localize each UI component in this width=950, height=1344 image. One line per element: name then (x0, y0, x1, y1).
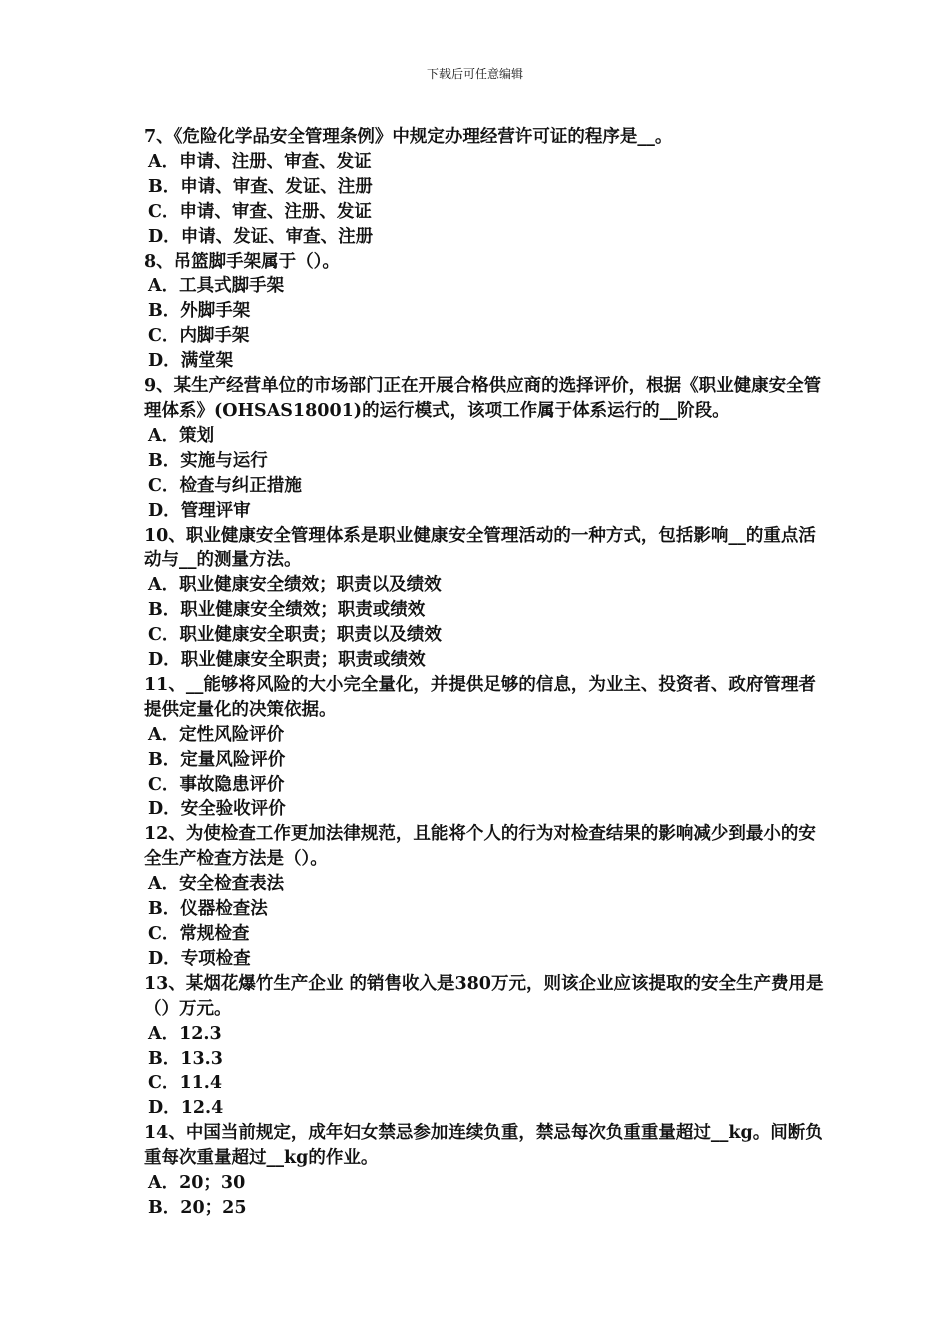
option-b (144, 897, 824, 922)
option-d (144, 225, 824, 250)
option-letter: A． (148, 575, 180, 596)
option-letter: B． (148, 1197, 181, 1218)
question-text: 7、《危险化学品安全管理条例》中规定办理经营许可证的程序是__。 (144, 127, 673, 147)
option-text: 职业健康安全绩效；职责以及绩效 (179, 575, 442, 596)
option-letter: C． (148, 1073, 180, 1094)
option-letter: D． (148, 351, 181, 372)
option-letter: C． (148, 201, 180, 222)
question-9 (144, 374, 824, 523)
option-text: 检查与纠正措施 (179, 475, 302, 496)
option-b (144, 748, 824, 773)
option-letter: D． (148, 650, 181, 671)
option-c (144, 922, 824, 947)
question-text: 11、__能够将风险的大小完全量化，并提供足够的信息，为业主、投资者、政府管理者提供定量化的决策依据。 (144, 674, 816, 720)
option-letter: B． (148, 899, 181, 920)
option-text: 安全验收评价 (180, 799, 286, 820)
option-b (144, 299, 824, 324)
option-text: 管理评审 (180, 500, 251, 521)
option-letter: A． (148, 425, 180, 446)
option-a (144, 274, 824, 299)
option-text: 12.4 (180, 1098, 224, 1119)
option-text: 专项检查 (180, 948, 251, 969)
option-d (144, 648, 824, 673)
option-text: 定量风险评价 (180, 749, 286, 770)
option-letter: A． (148, 1173, 180, 1194)
question-13 (144, 972, 824, 1121)
option-letter: D． (148, 948, 181, 969)
option-text: 20；30 (179, 1173, 246, 1194)
option-text: 内脚手架 (179, 326, 250, 347)
option-letter: B． (148, 301, 181, 322)
option-d (144, 349, 824, 374)
option-text: 外脚手架 (180, 301, 251, 322)
option-text: 事故隐患评价 (179, 774, 285, 795)
option-a (144, 872, 824, 897)
question-text: 9、某生产经营单位的市场部门正在开展合格供应商的选择评价，根据《职业健康安全管理体系》(OHSAS18001)的运行模式，该项工作属于体系运行的__阶段。 (144, 376, 822, 421)
option-a (144, 723, 824, 748)
option-b (144, 598, 824, 623)
option-letter: A． (148, 151, 180, 172)
option-text: 申请、审查、发证、注册 (180, 176, 373, 197)
question-text: 14、中国当前规定，成年妇女禁忌参加连续负重，禁忌每次负重重量超过__kg。间断负重每次重量超过__kg的作业。 (144, 1123, 823, 1169)
option-b (144, 449, 824, 474)
option-text: 职业健康安全职责；职责或绩效 (180, 650, 426, 671)
option-letter: A． (148, 874, 180, 895)
question-14 (144, 1121, 824, 1221)
option-text: 实施与运行 (180, 450, 268, 471)
option-text: 12.3 (179, 1023, 222, 1044)
option-text: 常规检查 (179, 924, 250, 944)
question-10 (144, 524, 824, 673)
option-c (144, 200, 824, 225)
option-b (144, 1196, 824, 1221)
option-text: 工具式脚手架 (179, 276, 285, 297)
option-text: 11.4 (179, 1073, 223, 1094)
option-c (144, 623, 824, 648)
option-text: 13.3 (180, 1048, 223, 1069)
option-letter: A． (148, 724, 180, 745)
option-letter: D． (148, 226, 181, 247)
option-d (144, 499, 824, 524)
question-text: 12、为使检查工作更加法律规范，且能将个人的行为对检查结果的影响减少到最小的安全生产检查方法是（）。 (144, 824, 816, 870)
option-letter: C． (148, 774, 180, 795)
option-a (144, 150, 824, 175)
question-text: 13、某烟花爆竹生产企业 的销售收入是380万元，则该企业应该提取的安全生产费用是（）万元。 (144, 973, 824, 1019)
option-letter: B． (148, 749, 181, 770)
option-b (144, 1047, 824, 1072)
option-text: 安全检查表法 (179, 874, 285, 895)
option-b (144, 175, 824, 200)
option-text: 仪器检查法 (180, 899, 268, 920)
option-text: 满堂架 (180, 351, 234, 372)
option-letter: C． (148, 326, 180, 347)
option-letter: B． (148, 600, 181, 621)
option-text: 20；25 (180, 1197, 247, 1218)
option-text: 申请、发证、审查、注册 (180, 226, 374, 247)
option-text: 职业健康安全职责；职责以及绩效 (179, 625, 442, 646)
option-a (144, 1022, 824, 1047)
question-text: 10、职业健康安全管理体系是职业健康安全管理活动的一种方式，包括影响__的重点活动与__的测量方法。 (144, 525, 816, 571)
option-text: 申请、注册、审查、发证 (179, 151, 372, 172)
option-d (144, 1096, 824, 1121)
option-c (144, 324, 824, 349)
question-11 (144, 673, 824, 822)
option-letter: C． (148, 625, 180, 646)
option-letter: A． (148, 276, 180, 297)
question-7 (144, 125, 824, 250)
option-a (144, 1171, 824, 1196)
option-letter: C． (148, 924, 180, 944)
option-text: 职业健康安全绩效；职责或绩效 (180, 600, 426, 621)
option-c (144, 1071, 824, 1096)
page-header: 下载后可任意编辑 (426, 67, 523, 81)
question-8 (144, 250, 824, 375)
option-c (144, 773, 824, 798)
option-a (144, 424, 824, 449)
option-text: 定性风险评价 (179, 724, 285, 745)
question-list (144, 125, 824, 1221)
option-letter: D． (148, 1098, 181, 1119)
option-letter: D． (148, 500, 181, 521)
option-a (144, 573, 824, 598)
option-text: 申请、审查、注册、发证 (179, 201, 372, 222)
option-letter: B． (148, 450, 181, 471)
question-text: 8、吊篮脚手架属于（）。 (144, 251, 340, 272)
option-letter: B． (148, 176, 181, 197)
option-d (144, 797, 824, 822)
option-d (144, 947, 824, 972)
option-c (144, 474, 824, 499)
option-text: 策划 (179, 425, 215, 446)
option-letter: A． (148, 1023, 180, 1044)
option-letter: D． (148, 799, 181, 820)
question-12 (144, 822, 824, 971)
option-letter: B． (148, 1048, 181, 1069)
option-letter: C． (148, 475, 180, 496)
